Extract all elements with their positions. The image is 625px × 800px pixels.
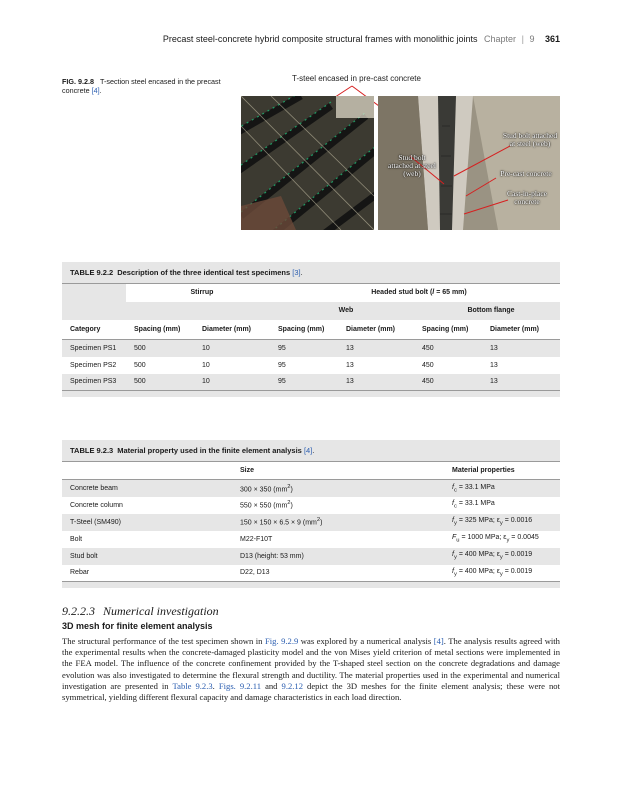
ref-9-2-12[interactable]: 9.2.12	[281, 680, 303, 691]
photo-left	[241, 96, 374, 230]
table-row: Concrete column 550 × 550 $(mm^2)$ $f_c = 33.1$ MPa	[62, 497, 560, 514]
col-flange-diameter: Diameter (mm)	[490, 325, 540, 333]
body-paragraph: The structural performance of the test specimen shown in Fig. 9.2.9 was explored by a numerical analysis [4]. The analysis results agreed with the experimental results when the concrete-damaged plasticity model and the von Mises yield criterion of metal sections were implemented in the FEA model. The influence of the concrete confinement provided by the T-shaped steel section on the concrete degradations and damage evolution was also investigated to determine the flexural strength and ductility. The material properties used in the experimental and numerical investigation are presented in Table 9.2.3. Figs. 9.2.11 and 9.2.12 depict the 3D meshes for the finite element analysis; these were not symmetrical, yielding different flexural capacity and damage characteristics in each load direction.	[62, 636, 560, 703]
col-web-diameter: Diameter (mm)	[346, 325, 396, 333]
section-title: Numerical investigation	[103, 604, 219, 618]
ref-table-9-2-3[interactable]: Table 9.2.3	[172, 680, 213, 691]
table-row: Specimen PS2 500 10 95 13 450 13	[62, 357, 560, 374]
label-precast-concrete: Pre-cast concrete	[500, 169, 552, 178]
col-category: Category	[70, 325, 101, 333]
table-row: Bolt M22-F10T $F_u = 1000$ MPa; $\varepsilon_y = 0.0045$	[62, 531, 560, 548]
table1-title: TABLE 9.2.2 Description of the three identical test specimens [3].	[70, 268, 303, 277]
label-stud-bolt-right: Stud bolt attached at steel (web)	[502, 131, 558, 148]
ref-4[interactable]: [4]	[433, 636, 444, 646]
table2-grid	[62, 461, 560, 582]
table-row: Specimen PS1 500 10 95 13 450 13	[70, 344, 498, 352]
table-row: Rebar D22, D13 $f_y = 400$ MPa; $\varepsilon_y = 0.0019$	[62, 565, 560, 582]
table1-title-text: Description of the three identical test specimens	[117, 268, 291, 277]
figure-label: FIG. 9.2.8	[62, 77, 94, 86]
ref-figs-9-2-11[interactable]: Figs. 9.2.11	[218, 680, 262, 691]
chapter-label: Chapter	[484, 34, 517, 44]
figure-caption-ref[interactable]: [4]	[91, 86, 100, 95]
running-header	[60, 34, 560, 44]
col-material-properties: Material properties	[452, 467, 515, 474]
table1-ref[interactable]: [3]	[292, 268, 301, 277]
col-web-spacing: Spacing (mm)	[278, 325, 325, 333]
table1-label: TABLE 9.2.2	[70, 268, 114, 277]
subsection-heading: 3D mesh for finite element analysis	[62, 621, 213, 631]
table2-ref[interactable]: [4]	[303, 446, 313, 455]
table1-grid	[62, 283, 560, 391]
page-number: 361	[544, 34, 560, 44]
figure-caption-text: T-section steel encased in the precast concrete	[62, 77, 221, 95]
group-stirrup: Stirrup	[126, 284, 270, 302]
table2-title-text: Material property used in the finite element analysis	[117, 446, 302, 455]
group-web: Web	[338, 307, 354, 314]
table-row: T-Steel (SM490) 150 × 150 × 6.5 × 9 $(mm^2)$ $f_y = 325$ MPa; $\varepsilon_y = 0.0016$	[70, 517, 533, 527]
table1-header-row	[62, 320, 560, 340]
table-9-2-2	[62, 262, 560, 397]
col-size: Size	[240, 467, 255, 474]
section-number: 9.2.2.3	[62, 604, 95, 618]
col-stirrup-spacing: Spacing (mm)	[134, 325, 181, 333]
steel-grid-photo	[241, 96, 374, 230]
figure-caption: FIG. 9.2.8 T-section steel encased in the precast concrete [4].	[62, 77, 221, 95]
table-row: Concrete beam 300 × 350 $(mm^2)$ $f_c = 33.1$ MPa	[70, 483, 495, 493]
ref-fig-9-2-9[interactable]: Fig. 9.2.9	[264, 636, 299, 646]
photo-right	[378, 96, 560, 230]
table-row: Specimen PS3 500 10 95 13 450 13	[62, 374, 560, 391]
section-heading	[62, 604, 219, 619]
col-flange-spacing: Spacing (mm)	[422, 325, 469, 333]
col-stirrup-diameter: Diameter (mm)	[202, 325, 252, 333]
label-stud-bolt-left: Stud bolt attached at steel (web)	[388, 153, 436, 178]
table2-title: TABLE 9.2.3 Material property used in the finite element analysis [4].	[70, 446, 315, 455]
table2-header-row	[62, 462, 560, 480]
chapter-number: 9	[529, 34, 535, 44]
group-headed-stud: Headed stud bolt (l = 65 mm)	[270, 284, 560, 302]
table-9-2-3	[62, 440, 560, 588]
table2-label: TABLE 9.2.3	[70, 446, 114, 455]
figure-callout: T-steel encased in pre-cast concrete	[292, 74, 421, 83]
header-separator: |	[521, 34, 524, 44]
table-row: Stud bolt D13 (height: 53 mm) $f_y = 400$ MPa; $\varepsilon_y = 0.0019$	[70, 551, 533, 561]
running-title: Precast steel-concrete hybrid composite structural frames with monolithic joints	[162, 34, 478, 44]
group-bottom-flange: Bottom flange	[467, 307, 515, 314]
label-cast-in-place: Cast-in-place concrete	[507, 189, 547, 206]
